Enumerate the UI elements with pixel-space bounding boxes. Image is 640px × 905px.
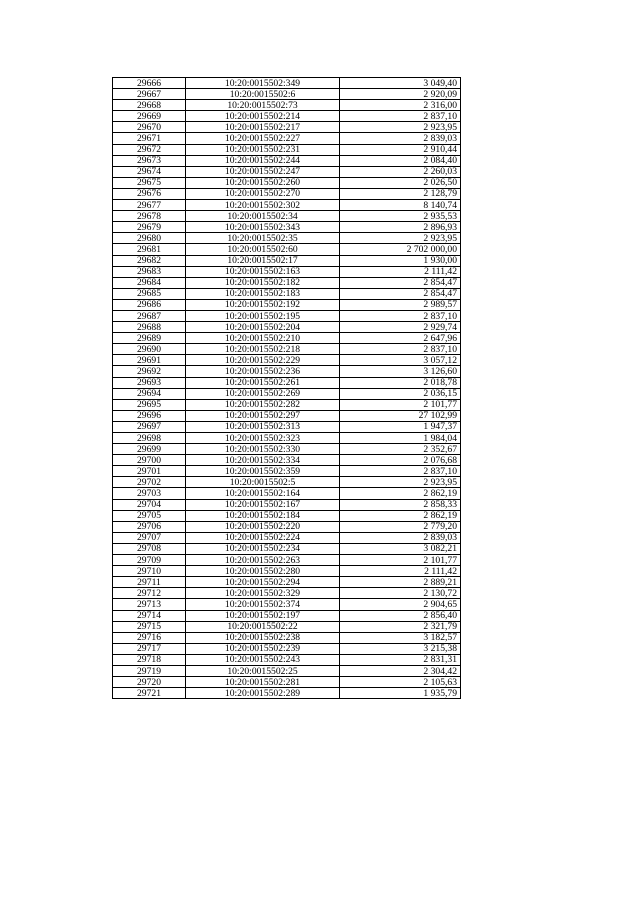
- table-row: [113, 521, 461, 532]
- row-number-cell: 29689: [113, 333, 186, 344]
- row-number-cell: 29706: [113, 521, 186, 532]
- value-cell: 2 018,78: [340, 377, 461, 388]
- value-cell: 2 862,19: [340, 488, 461, 499]
- row-number-cell: 29669: [113, 111, 186, 122]
- table-row: [113, 421, 461, 432]
- value-cell: 2 036,15: [340, 388, 461, 399]
- value-cell: 2 026,50: [340, 177, 461, 188]
- row-number-cell: 29715: [113, 621, 186, 632]
- value-cell: 1 984,04: [340, 433, 461, 444]
- table-row: [113, 200, 461, 211]
- cadastral-number-cell: 10:20:0015502:210: [186, 333, 340, 344]
- value-cell: 2 910,44: [340, 144, 461, 155]
- table-row: [113, 266, 461, 277]
- table-row: [113, 599, 461, 610]
- cadastral-number-cell: 10:20:0015502:35: [186, 233, 340, 244]
- table-row: [113, 78, 461, 89]
- cadastral-number-cell: 10:20:0015502:243: [186, 654, 340, 665]
- row-number-cell: 29702: [113, 477, 186, 488]
- row-number-cell: 29711: [113, 577, 186, 588]
- cadastral-number-cell: 10:20:0015502:294: [186, 577, 340, 588]
- table-row: [113, 444, 461, 455]
- table-row: [113, 466, 461, 477]
- table-row: [113, 399, 461, 410]
- value-cell: 2 923,95: [340, 477, 461, 488]
- value-cell: 2 647,96: [340, 333, 461, 344]
- value-cell: 2 837,10: [340, 344, 461, 355]
- row-number-cell: 29719: [113, 665, 186, 676]
- cadastral-number-cell: 10:20:0015502:22: [186, 621, 340, 632]
- cadastral-number-cell: 10:20:0015502:297: [186, 410, 340, 421]
- value-cell: 2 779,20: [340, 521, 461, 532]
- value-cell: 2 837,10: [340, 466, 461, 477]
- value-cell: 2 839,03: [340, 532, 461, 543]
- row-number-cell: 29670: [113, 122, 186, 133]
- row-number-cell: 29678: [113, 211, 186, 222]
- table-row: [113, 122, 461, 133]
- row-number-cell: 29676: [113, 188, 186, 199]
- table-row: [113, 355, 461, 366]
- cadastral-number-cell: 10:20:0015502:343: [186, 222, 340, 233]
- row-number-cell: 29710: [113, 566, 186, 577]
- row-number-cell: 29713: [113, 599, 186, 610]
- cadastral-number-cell: 10:20:0015502:6: [186, 89, 340, 100]
- row-number-cell: 29716: [113, 632, 186, 643]
- cadastral-number-cell: 10:20:0015502:323: [186, 433, 340, 444]
- table-row: [113, 665, 461, 676]
- table-row: [113, 344, 461, 355]
- table-row: [113, 177, 461, 188]
- cadastral-number-cell: 10:20:0015502:192: [186, 299, 340, 310]
- table-row: [113, 222, 461, 233]
- table-row: [113, 510, 461, 521]
- cadastral-number-cell: 10:20:0015502:374: [186, 599, 340, 610]
- cadastral-number-cell: 10:20:0015502:214: [186, 111, 340, 122]
- value-cell: 2 128,79: [340, 188, 461, 199]
- table-row: [113, 288, 461, 299]
- table-row: [113, 433, 461, 444]
- table-row: [113, 577, 461, 588]
- cadastral-number-cell: 10:20:0015502:167: [186, 499, 340, 510]
- cadastral-number-cell: 10:20:0015502:282: [186, 399, 340, 410]
- table-body: [113, 78, 461, 699]
- row-number-cell: 29680: [113, 233, 186, 244]
- cadastral-number-cell: 10:20:0015502:229: [186, 355, 340, 366]
- table-row: [113, 333, 461, 344]
- row-number-cell: 29688: [113, 322, 186, 333]
- row-number-cell: 29704: [113, 499, 186, 510]
- row-number-cell: 29720: [113, 677, 186, 688]
- value-cell: 2 854,47: [340, 277, 461, 288]
- row-number-cell: 29683: [113, 266, 186, 277]
- row-number-cell: 29697: [113, 421, 186, 432]
- cadastral-number-cell: 10:20:0015502:263: [186, 555, 340, 566]
- table-row: [113, 388, 461, 399]
- cadastral-number-cell: 10:20:0015502:5: [186, 477, 340, 488]
- row-number-cell: 29703: [113, 488, 186, 499]
- row-number-cell: 29708: [113, 543, 186, 554]
- value-cell: 2 831,31: [340, 654, 461, 665]
- table-row: [113, 555, 461, 566]
- table-row: [113, 499, 461, 510]
- value-cell: 2 862,19: [340, 510, 461, 521]
- cadastral-number-cell: 10:20:0015502:313: [186, 421, 340, 432]
- value-cell: 2 854,47: [340, 288, 461, 299]
- row-number-cell: 29707: [113, 532, 186, 543]
- value-cell: 2 923,95: [340, 233, 461, 244]
- table-row: [113, 322, 461, 333]
- cadastral-number-cell: 10:20:0015502:224: [186, 532, 340, 543]
- value-cell: 2 105,63: [340, 677, 461, 688]
- table-row: [113, 566, 461, 577]
- row-number-cell: 29690: [113, 344, 186, 355]
- cadastral-value-table: [112, 77, 461, 699]
- table-row: [113, 632, 461, 643]
- cadastral-number-cell: 10:20:0015502:184: [186, 510, 340, 521]
- value-cell: 3 215,38: [340, 643, 461, 654]
- row-number-cell: 29682: [113, 255, 186, 266]
- cadastral-number-cell: 10:20:0015502:334: [186, 455, 340, 466]
- cadastral-number-cell: 10:20:0015502:227: [186, 133, 340, 144]
- row-number-cell: 29712: [113, 588, 186, 599]
- value-cell: 1 930,00: [340, 255, 461, 266]
- row-number-cell: 29709: [113, 555, 186, 566]
- table-row: [113, 277, 461, 288]
- cadastral-number-cell: 10:20:0015502:231: [186, 144, 340, 155]
- table-row: [113, 310, 461, 321]
- table-row: [113, 89, 461, 100]
- value-cell: 2 837,10: [340, 111, 461, 122]
- value-cell: 2 101,77: [340, 555, 461, 566]
- row-number-cell: 29698: [113, 433, 186, 444]
- cadastral-number-cell: 10:20:0015502:163: [186, 266, 340, 277]
- row-number-cell: 29717: [113, 643, 186, 654]
- table-row: [113, 255, 461, 266]
- value-cell: 2 130,72: [340, 588, 461, 599]
- table-row: [113, 299, 461, 310]
- cadastral-number-cell: 10:20:0015502:289: [186, 688, 340, 699]
- table-row: [113, 688, 461, 699]
- cadastral-number-cell: 10:20:0015502:239: [186, 643, 340, 654]
- value-cell: 2 316,00: [340, 100, 461, 111]
- table-row: [113, 144, 461, 155]
- table-row: [113, 677, 461, 688]
- table-row: [113, 588, 461, 599]
- value-cell: 2 076,68: [340, 455, 461, 466]
- row-number-cell: 29721: [113, 688, 186, 699]
- cadastral-number-cell: 10:20:0015502:329: [186, 588, 340, 599]
- cadastral-number-cell: 10:20:0015502:247: [186, 166, 340, 177]
- row-number-cell: 29705: [113, 510, 186, 521]
- row-number-cell: 29699: [113, 444, 186, 455]
- cadastral-number-cell: 10:20:0015502:73: [186, 100, 340, 111]
- value-cell: 8 140,74: [340, 200, 461, 211]
- value-cell: 2 904,65: [340, 599, 461, 610]
- row-number-cell: 29701: [113, 466, 186, 477]
- row-number-cell: 29673: [113, 155, 186, 166]
- cadastral-number-cell: 10:20:0015502:164: [186, 488, 340, 499]
- cadastral-number-cell: 10:20:0015502:183: [186, 288, 340, 299]
- table-row: [113, 477, 461, 488]
- row-number-cell: 29667: [113, 89, 186, 100]
- row-number-cell: 29671: [113, 133, 186, 144]
- cadastral-number-cell: 10:20:0015502:182: [186, 277, 340, 288]
- row-number-cell: 29695: [113, 399, 186, 410]
- row-number-cell: 29693: [113, 377, 186, 388]
- value-cell: 2 920,09: [340, 89, 461, 100]
- table-row: [113, 188, 461, 199]
- cadastral-number-cell: 10:20:0015502:204: [186, 322, 340, 333]
- value-cell: 2 856,40: [340, 610, 461, 621]
- table-row: [113, 610, 461, 621]
- table-row: [113, 166, 461, 177]
- value-cell: 2 321,79: [340, 621, 461, 632]
- table-row: [113, 233, 461, 244]
- value-cell: 2 929,74: [340, 322, 461, 333]
- row-number-cell: 29692: [113, 366, 186, 377]
- value-cell: 2 935,53: [340, 211, 461, 222]
- cadastral-number-cell: 10:20:0015502:60: [186, 244, 340, 255]
- row-number-cell: 29694: [113, 388, 186, 399]
- table-row: [113, 543, 461, 554]
- cadastral-number-cell: 10:20:0015502:349: [186, 78, 340, 89]
- table-row: [113, 155, 461, 166]
- row-number-cell: 29677: [113, 200, 186, 211]
- value-cell: 2 260,03: [340, 166, 461, 177]
- cadastral-number-cell: 10:20:0015502:234: [186, 543, 340, 554]
- cadastral-number-cell: 10:20:0015502:220: [186, 521, 340, 532]
- row-number-cell: 29687: [113, 310, 186, 321]
- table-row: [113, 455, 461, 466]
- row-number-cell: 29700: [113, 455, 186, 466]
- row-number-cell: 29674: [113, 166, 186, 177]
- row-number-cell: 29685: [113, 288, 186, 299]
- cadastral-number-cell: 10:20:0015502:359: [186, 466, 340, 477]
- cadastral-number-cell: 10:20:0015502:270: [186, 188, 340, 199]
- value-cell: 3 082,21: [340, 543, 461, 554]
- value-cell: 2 839,03: [340, 133, 461, 144]
- value-cell: 2 101,77: [340, 399, 461, 410]
- cadastral-number-cell: 10:20:0015502:17: [186, 255, 340, 266]
- row-number-cell: 29684: [113, 277, 186, 288]
- table-row: [113, 366, 461, 377]
- table-row: [113, 488, 461, 499]
- cadastral-number-cell: 10:20:0015502:217: [186, 122, 340, 133]
- value-cell: 2 896,93: [340, 222, 461, 233]
- cadastral-number-cell: 10:20:0015502:25: [186, 665, 340, 676]
- table-row: [113, 133, 461, 144]
- table-row: [113, 643, 461, 654]
- row-number-cell: 29691: [113, 355, 186, 366]
- table-row: [113, 211, 461, 222]
- table-row: [113, 654, 461, 665]
- table-row: [113, 621, 461, 632]
- row-number-cell: 29686: [113, 299, 186, 310]
- value-cell: 27 102,99: [340, 410, 461, 421]
- row-number-cell: 29668: [113, 100, 186, 111]
- table-row: [113, 244, 461, 255]
- table-row: [113, 377, 461, 388]
- value-cell: 2 858,33: [340, 499, 461, 510]
- value-cell: 1 947,37: [340, 421, 461, 432]
- row-number-cell: 29679: [113, 222, 186, 233]
- row-number-cell: 29718: [113, 654, 186, 665]
- row-number-cell: 29666: [113, 78, 186, 89]
- value-cell: 2 889,21: [340, 577, 461, 588]
- row-number-cell: 29681: [113, 244, 186, 255]
- row-number-cell: 29696: [113, 410, 186, 421]
- value-cell: 3 049,40: [340, 78, 461, 89]
- cadastral-number-cell: 10:20:0015502:34: [186, 211, 340, 222]
- value-cell: 2 111,42: [340, 266, 461, 277]
- cadastral-number-cell: 10:20:0015502:236: [186, 366, 340, 377]
- value-cell: 3 057,12: [340, 355, 461, 366]
- table-row: [113, 532, 461, 543]
- value-cell: 3 182,57: [340, 632, 461, 643]
- cadastral-number-cell: 10:20:0015502:330: [186, 444, 340, 455]
- cadastral-number-cell: 10:20:0015502:260: [186, 177, 340, 188]
- cadastral-number-cell: 10:20:0015502:218: [186, 344, 340, 355]
- value-cell: 2 352,67: [340, 444, 461, 455]
- value-cell: 2 084,40: [340, 155, 461, 166]
- table-row: [113, 410, 461, 421]
- value-cell: 2 989,57: [340, 299, 461, 310]
- cadastral-number-cell: 10:20:0015502:302: [186, 200, 340, 211]
- cadastral-number-cell: 10:20:0015502:197: [186, 610, 340, 621]
- table-row: [113, 100, 461, 111]
- value-cell: 2 837,10: [340, 310, 461, 321]
- value-cell: 2 923,95: [340, 122, 461, 133]
- cadastral-number-cell: 10:20:0015502:269: [186, 388, 340, 399]
- cadastral-number-cell: 10:20:0015502:280: [186, 566, 340, 577]
- value-cell: 2 702 000,00: [340, 244, 461, 255]
- cadastral-number-cell: 10:20:0015502:261: [186, 377, 340, 388]
- row-number-cell: 29714: [113, 610, 186, 621]
- cadastral-number-cell: 10:20:0015502:238: [186, 632, 340, 643]
- value-cell: 3 126,60: [340, 366, 461, 377]
- cadastral-number-cell: 10:20:0015502:195: [186, 310, 340, 321]
- table-row: [113, 111, 461, 122]
- cadastral-number-cell: 10:20:0015502:281: [186, 677, 340, 688]
- cadastral-number-cell: 10:20:0015502:244: [186, 155, 340, 166]
- value-cell: 1 935,79: [340, 688, 461, 699]
- value-cell: 2 111,42: [340, 566, 461, 577]
- row-number-cell: 29672: [113, 144, 186, 155]
- value-cell: 2 304,42: [340, 665, 461, 676]
- row-number-cell: 29675: [113, 177, 186, 188]
